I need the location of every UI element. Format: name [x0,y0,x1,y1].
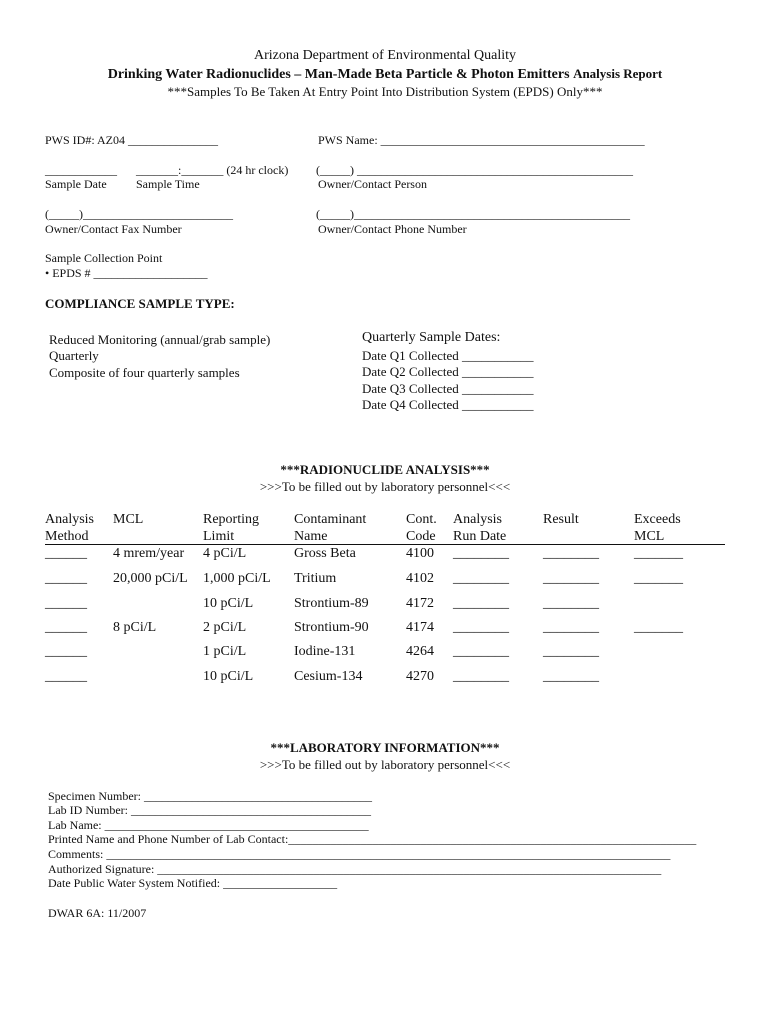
analysis-method-field[interactable]: ______ [45,644,87,659]
mcl-value: 4 mrem/year [113,546,185,561]
phone-number-field[interactable]: (_____)______________________________________________ [316,207,630,221]
contaminant-code: 4172 [406,596,434,611]
result-field[interactable]: ________ [543,571,599,586]
laboratory-subheading: >>>To be filled out by laboratory personnel<<< [259,757,511,772]
specimen-number-field[interactable]: Specimen Number: ______________________________________ [48,789,372,803]
contaminant-name: Cesium-134 [294,669,363,684]
compliance-option-reduced[interactable]: Reduced Monitoring (annual/grab sample) [49,332,271,347]
comments-field[interactable]: Comments: ______________________________________________________________________________________________ [48,847,671,861]
report-title [0,66,770,83]
date-q4-field[interactable]: Date Q4 Collected ___________ [362,397,534,412]
exceeds-mcl-field[interactable]: _______ [634,546,683,561]
result-field[interactable]: ________ [543,596,599,611]
run-date-field[interactable]: ________ [453,571,509,586]
contaminant-name: Gross Beta [294,546,356,561]
run-date-field[interactable]: ________ [453,620,509,635]
contaminant-code: 4174 [406,620,434,635]
run-date-field[interactable]: ________ [453,596,509,611]
run-date-field[interactable]: ________ [453,644,509,659]
reporting-limit-value: 2 pCi/L [203,620,247,635]
phone-number-label: Owner/Contact Phone Number [318,222,467,236]
result-field[interactable]: ________ [543,620,599,635]
mcl-value: 20,000 pCi/L [113,571,188,586]
run-date-field[interactable]: ________ [453,546,509,561]
date-q3-field[interactable]: Date Q3 Collected ___________ [362,381,534,396]
analysis-method-field[interactable]: ______ [45,571,87,586]
sample-time-label: Sample Time [136,177,200,191]
owner-contact-label: Owner/Contact Person [318,177,427,191]
contaminant-name: Strontium-89 [294,596,369,611]
compliance-option-quarterly[interactable]: Quarterly [49,348,99,363]
col-exceeds-mcl: Exceeds MCL [634,512,681,544]
contaminant-code: 4100 [406,546,434,561]
lab-name-field[interactable]: Lab Name: ____________________________________________ [48,818,369,832]
col-result: Result [543,512,579,527]
contaminant-code: 4102 [406,571,434,586]
col-analysis-method: Analysis Method [45,512,94,544]
quarterly-dates-title: Quarterly Sample Dates: [362,330,501,345]
reporting-limit-value: 10 pCi/L [203,669,254,684]
col-contaminant-name: Contaminant Name [294,512,367,544]
fax-number-field[interactable]: (_____)_________________________ [45,207,233,221]
laboratory-heading: ***LABORATORY INFORMATION*** [270,740,500,755]
radionuclide-subheading: >>>To be filled out by laboratory personnel<<< [259,479,511,494]
reporting-limit-value: 1 pCi/L [203,644,247,659]
sample-date-label: Sample Date [45,177,107,191]
analysis-method-field[interactable]: ______ [45,546,87,561]
reporting-limit-value: 10 pCi/L [203,596,254,611]
result-field[interactable]: ________ [543,644,599,659]
authorized-signature-field[interactable]: Authorized Signature: ____________________________________________________________________________________ [48,862,662,876]
contaminant-code: 4270 [406,669,434,684]
collection-point-label: Sample Collection Point [45,251,163,265]
pws-name-field[interactable]: PWS Name: ____________________________________________ [318,133,645,147]
report-title-main: Drinking Water Radionuclides – Man-Made Beta Particle & Photon Emitters [107,67,570,82]
lab-contact-field[interactable]: Printed Name and Phone Number of Lab Contact:____________________________________________________________________ [48,832,697,846]
report-subtitle: ***Samples To Be Taken At Entry Point Into Distribution System (EPDS) Only*** [167,84,603,99]
compliance-heading: COMPLIANCE SAMPLE TYPE: [45,296,235,311]
owner-contact-field[interactable]: (_____) ______________________________________________ [316,163,633,177]
form-id: DWAR 6A: 11/2007 [48,906,147,920]
sample-date-field[interactable]: ____________ [45,163,117,177]
date-q2-field[interactable]: Date Q2 Collected ___________ [362,364,534,379]
contaminant-code: 4264 [406,644,434,659]
contaminant-name: Iodine-131 [294,644,356,659]
analysis-method-field[interactable]: ______ [45,620,87,635]
report-title-suffix: Analysis Report [573,66,663,81]
pws-id-field[interactable]: PWS ID#: AZ04 _______________ [45,133,219,147]
result-field[interactable]: ________ [543,669,599,684]
agency-name: Arizona Department of Environmental Quality [253,48,517,63]
reporting-limit-value: 1,000 pCi/L [203,571,271,586]
table-header-rule [45,544,725,545]
analysis-method-field[interactable]: ______ [45,596,87,611]
result-field[interactable]: ________ [543,546,599,561]
run-date-field[interactable]: ________ [453,669,509,684]
epds-field[interactable]: • EPDS # ___________________ [45,266,208,280]
col-mcl: MCL [113,512,144,527]
radionuclide-heading: ***RADIONUCLIDE ANALYSIS*** [280,462,490,477]
reporting-limit-value: 4 pCi/L [203,546,247,561]
lab-id-field[interactable]: Lab ID Number: ________________________________________ [48,803,371,817]
compliance-option-composite[interactable]: Composite of four quarterly samples [49,365,240,380]
fax-number-label: Owner/Contact Fax Number [45,222,182,236]
date-q1-field[interactable]: Date Q1 Collected ___________ [362,348,534,363]
mcl-value: 8 pCi/L [113,620,157,635]
analysis-method-field[interactable]: ______ [45,669,87,684]
contaminant-name: Tritium [294,571,337,586]
date-notified-field[interactable]: Date Public Water System Notified: ___________________ [48,876,338,890]
col-reporting-limit: Reporting Limit [203,512,259,544]
sample-time-field[interactable]: _______:_______ (24 hr clock) [136,163,289,177]
col-cont-code: Cont. Code [406,512,437,544]
col-analysis-run-date: Analysis Run Date [453,512,507,544]
exceeds-mcl-field[interactable]: _______ [634,620,683,635]
contaminant-name: Strontium-90 [294,620,369,635]
exceeds-mcl-field[interactable]: _______ [634,571,683,586]
